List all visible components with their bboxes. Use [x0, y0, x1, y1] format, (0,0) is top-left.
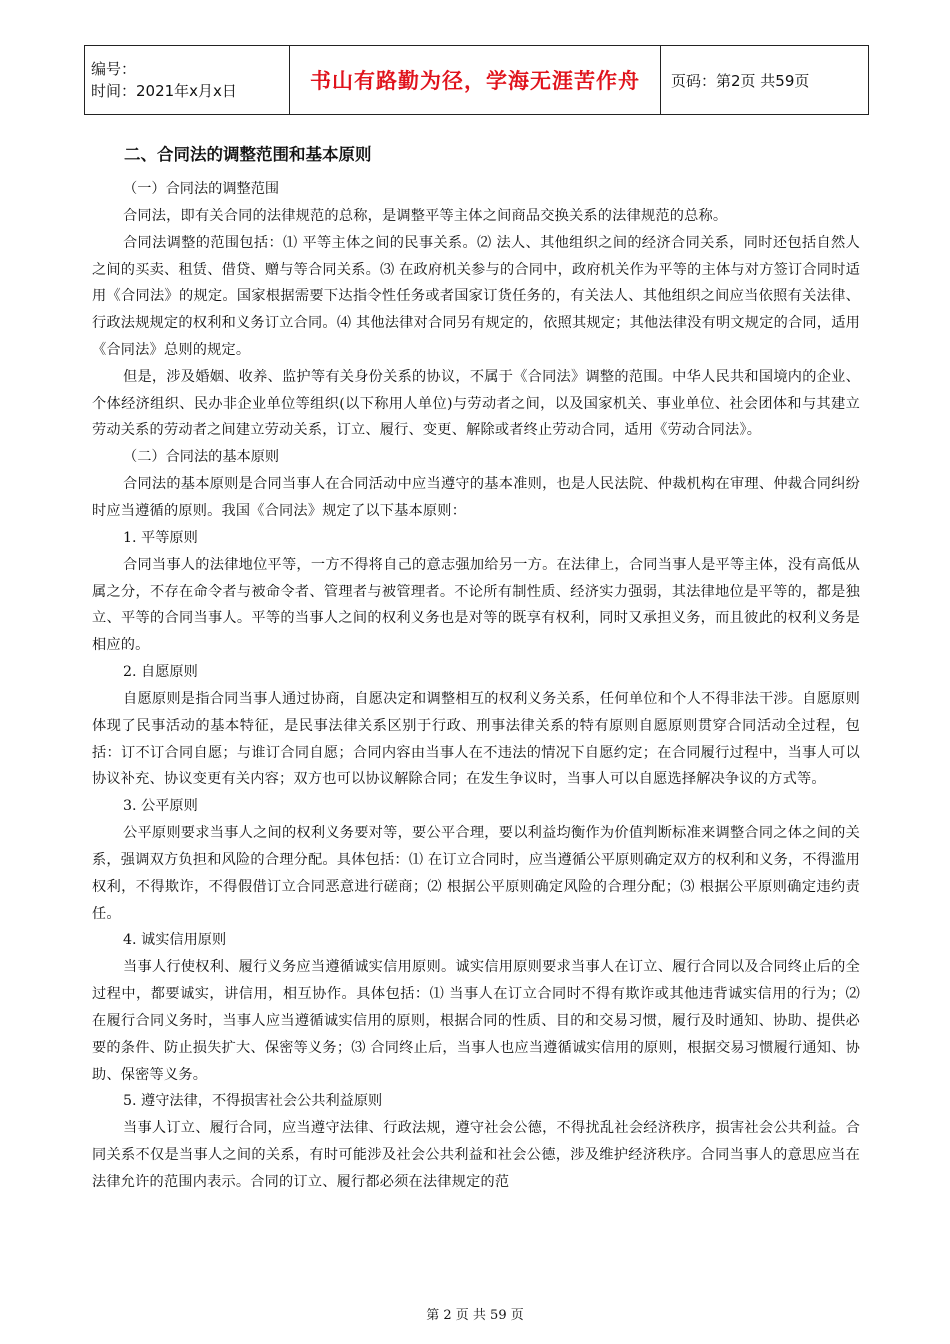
- subheading: 2. 自愿原则: [123, 663, 198, 680]
- subheading: 5. 遵守法律，不得损害社会公共利益原则: [123, 1093, 383, 1110]
- paragraph: 但是，涉及婚姻、收养、监护等有关身份关系的协议，不属于《合同法》调整的范围。中华人民共和国境内的企业、个体经济组织、民办非企业单位等组织(以下称用人单位)与劳动者之间，以及国家机关、事业单位、社会团体和与其建立劳动关系的劳动者之间建立劳动关系，订立、履行、变更、解除或者终止劳动合同，适用《劳动合同法》。: [92, 368, 860, 439]
- date-label: 时间：2021年x月x日: [91, 82, 237, 100]
- header-page-info: 页码：第2页 共59页: [661, 46, 869, 115]
- paragraph: 公平原则要求当事人之间的权利义务要对等，要公平合理，要以利益均衡作为价值判断标准来调整合同之体之间的关系，强调双方负担和风险的合理分配。具体包括：⑴ 在订立合同时，应当遵循公平原则确定双方的权利和义务，不得滥用权利，不得欺诈，不得假借订立合同恶意进行磋商；⑵ 根据公平原则确定风险的合理分配；⑶ 根据公平原则确定违约责任。: [92, 825, 860, 922]
- subheading: 3. 公平原则: [123, 798, 198, 815]
- subheading: 4. 诚实信用原则: [123, 932, 227, 949]
- paragraph: 合同法调整的范围包括：⑴ 平等主体之间的民事关系。⑵ 法人、其他组织之间的经济合同关系，同时还包括自然人之间的买卖、租赁、借贷、赠与等合同关系。⑶ 在政府机关参与的合同中，政府机关作为平等的主体与对方签订合同时适用《合同法》的规定。国家根据需要下达指令性任务或者国家订货任务的，有关法人、其他组织之间应当依照有关法律、行政法规规定的权利和义务订立合同。⑷ 其他法律对合同另有规定的，依照其规定；其他法律没有明文规定的合同，适用《合同法》总则的规定。: [92, 234, 860, 358]
- document-header: [84, 45, 869, 115]
- subheading: （一）合同法的调整范围: [123, 181, 280, 197]
- paragraph: 当事人订立、履行合同，应当遵守法律、行政法规，遵守社会公德，不得扰乱社会经济秩序，损害社会公共利益。合同关系不仅是当事人之间的关系，有时可能涉及社会公共利益和社会公德，涉及维护经济秩序。合同当事人的意思应当在法律允许的范围内表示。合同的订立、履行都必须在法律规定的范: [92, 1120, 860, 1190]
- paragraph: 合同当事人的法律地位平等，一方不得将自己的意志强加给另一方。在法律上，合同当事人是平等主体，没有高低从属之分，不存在命令者与被命令者、管理者与被管理者。不论所有制性质、经济实力强弱，其法律地位是平等的，都是独立、平等的合同当事人。平等的当事人之间的权利义务也是对等的既享有权利，同时又承担义务，而且彼此的权利义务是相应的。: [92, 556, 860, 654]
- body-blocks: [92, 176, 860, 1196]
- paragraph: 自愿原则是指合同当事人通过协商，自愿决定和调整相互的权利义务关系，任何单位和个人不得非法干涉。自愿原则体现了民事活动的基本特征，是民事法律关系区别于行政、刑事法律关系的特有原则自愿原则贯穿合同活动全过程，包括：订不订合同自愿；与谁订合同自愿；合同内容由当事人在不违法的情况下自愿约定；在合同履行过程中，当事人可以协议补充、协议变更有关内容；双方也可以协议解除合同；在发生争议时，当事人可以自愿选择解决争议的方式等。: [92, 690, 860, 788]
- number-label: 编号：: [91, 60, 137, 78]
- paragraph: 合同法的基本原则是合同当事人在合同活动中应当遵守的基本准则，也是人民法院、仲裁机构在审理、仲裁合同纠纷时应当遵循的原则。我国《合同法》规定了以下基本原则：: [92, 476, 860, 519]
- document-body: [92, 142, 860, 1196]
- paragraph: 当事人行使权利、履行义务应当遵循诚实信用原则。诚实信用原则要求当事人在订立、履行合同以及合同终止后的全过程中，都要诚实，讲信用，相互协作。具体包括：⑴ 当事人在订立合同时不得有欺诈或其他违背诚实信用的行为；⑵ 在履行合同义务时，当事人应当遵循诚实信用的原则，根据合同的性质、目的和交易习惯，履行及时通知、协助、提供必要的条件、防止损失扩大、保密等义务；⑶ 合同终止后，当事人也应当遵循诚实信用的原则，根据交易习惯履行通知、协助、保密等义务。: [92, 959, 860, 1083]
- header-slogan: 书山有路勤为径，学海无涯苦作舟: [290, 46, 661, 115]
- page-footer: 第 2 页 共 59 页: [426, 1308, 524, 1323]
- section-title: 二、合同法的调整范围和基本原则: [124, 145, 372, 164]
- subheading: 1. 平等原则: [123, 529, 198, 546]
- subheading: （二）合同法的基本原则: [123, 449, 280, 466]
- header-meta-cell: [85, 46, 290, 115]
- paragraph: 合同法，即有关合同的法律规范的总称，是调整平等主体之间商品交换关系的法律规范的总称。: [123, 208, 728, 224]
